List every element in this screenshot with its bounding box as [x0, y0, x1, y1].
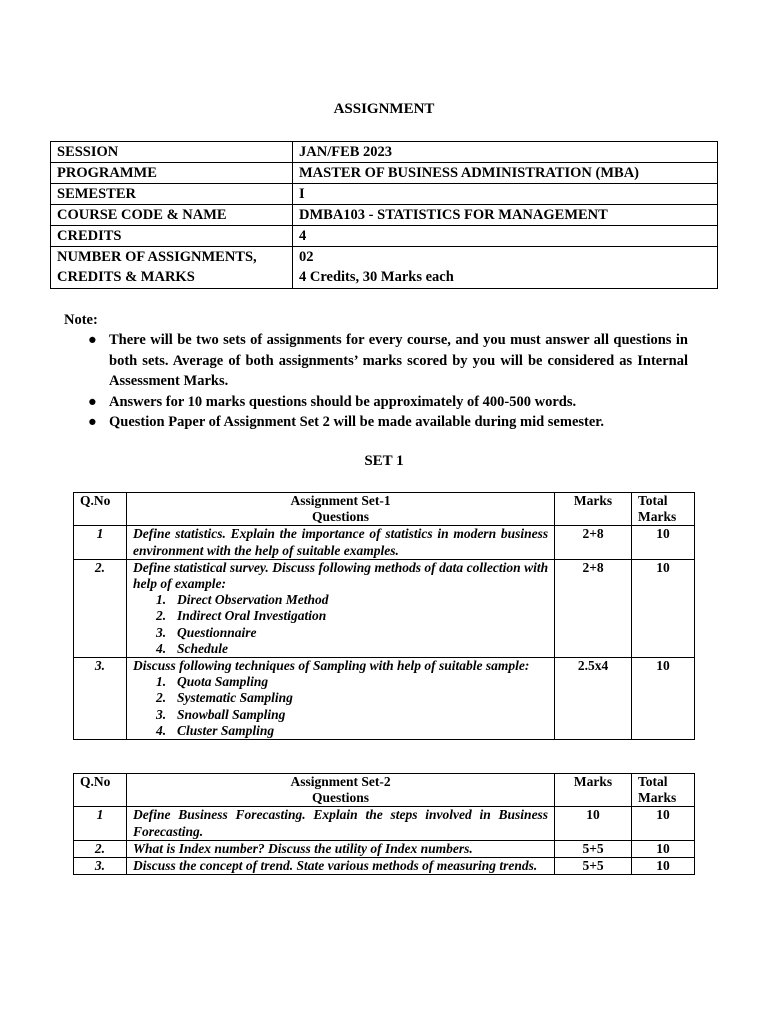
note-item [88, 412, 688, 433]
info-value: MASTER OF BUSINESS ADMINISTRATION (MBA) [293, 163, 718, 184]
total-label: Total [638, 493, 668, 508]
question-marks: 5+5 [555, 858, 632, 875]
question-text: Define statistics. Explain the importance of statistics in modern business environment with the help of suitable examples. [126, 526, 554, 559]
info-key-line: CREDITS & MARKS [57, 269, 195, 285]
question-total: 10 [632, 858, 695, 875]
total-marks-header [632, 774, 695, 807]
table-row [74, 858, 695, 875]
info-value: JAN/FEB 2023 [293, 142, 718, 163]
question-total: 10 [632, 658, 695, 740]
question-marks: 2+8 [555, 559, 632, 657]
info-key: COURSE CODE & NAME [51, 205, 293, 226]
marks-header: Marks [555, 774, 632, 807]
info-value-line: 4 Credits, 30 Marks each [299, 269, 454, 285]
question-number: 3. [74, 858, 127, 875]
set-heading: SET 1 [364, 453, 404, 469]
table-row [74, 658, 695, 740]
question-text: Define statistical survey. Discuss following methods of data collection with help of example: [132, 559, 549, 592]
table-header-row [74, 493, 695, 526]
question-total: 10 [632, 526, 695, 559]
info-row [51, 226, 718, 247]
bullet-icon: ● [88, 332, 97, 348]
info-row [51, 184, 718, 205]
question-text: Discuss following techniques of Sampling with help of suitable sample: [132, 658, 530, 674]
info-key: CREDITS [51, 226, 293, 247]
info-key: PROGRAMME [51, 163, 293, 184]
bullet-icon: ● [88, 393, 97, 410]
info-key [51, 247, 293, 289]
question-marks: 2.5x4 [555, 658, 632, 740]
list-item: 3. Snowball Sampling [155, 706, 286, 722]
marks-label: Marks [638, 790, 677, 806]
info-key-line: NUMBER OF ASSIGNMENTS, [57, 249, 257, 265]
set-title: Assignment Set-2 [290, 774, 391, 789]
info-key: SEMESTER [51, 184, 293, 205]
info-table [50, 141, 718, 289]
info-key: SESSION [51, 142, 293, 163]
info-row [51, 163, 718, 184]
qno-header: Q.No [74, 774, 127, 807]
list-item: 4. Cluster Sampling [155, 722, 275, 738]
question-text: Define Business Forecasting. Explain the steps involved in Business Forecasting. [126, 807, 554, 840]
sub-item-text: Systematic Sampling [176, 690, 293, 706]
info-value: 4 [293, 226, 718, 247]
list-item: 1. Quota Sampling [155, 674, 269, 690]
questions-header [126, 493, 554, 526]
page-title: ASSIGNMENT [333, 101, 435, 117]
question-marks: 5+5 [555, 840, 632, 857]
questions-header [126, 774, 554, 807]
note-item [88, 392, 688, 413]
questions-label: Questions [312, 509, 370, 525]
question-total: 10 [632, 807, 695, 840]
info-row [51, 247, 718, 289]
sub-item-text: Quota Sampling [176, 674, 269, 690]
sub-item-text: Indirect Oral Investigation [176, 608, 327, 624]
question-marks: 2+8 [555, 526, 632, 559]
table-row [74, 559, 695, 657]
note-text: Answers for 10 marks questions should be approximately of 400-500 words. [109, 393, 577, 410]
question-cell [126, 559, 554, 657]
table-header-row [74, 774, 695, 807]
note-label: Note: [64, 312, 98, 328]
info-row [51, 205, 718, 226]
assignment-set1-table [73, 492, 695, 740]
info-value [293, 247, 718, 289]
question-number: 1 [74, 807, 127, 840]
question-marks: 10 [555, 807, 632, 840]
list-item: 3. Questionnaire [155, 624, 257, 640]
sub-item-text: Cluster Sampling [176, 722, 275, 738]
table-row [74, 807, 695, 840]
table-row [74, 526, 695, 559]
marks-header: Marks [555, 493, 632, 526]
table-row [74, 840, 695, 857]
notes-list [88, 330, 688, 433]
question-cell [126, 658, 554, 740]
questions-label: Questions [312, 790, 370, 806]
list-item: 2. Indirect Oral Investigation [155, 608, 327, 624]
list-item: 4. Schedule [155, 640, 228, 656]
question-text: Discuss the concept of trend. State various methods of measuring trends. [126, 858, 554, 875]
qno-header: Q.No [74, 493, 127, 526]
question-number: 1 [74, 526, 127, 559]
question-total: 10 [632, 559, 695, 657]
question-number: 3. [74, 658, 127, 740]
note-text: There will be two sets of assignments for every course, and you must answer all questions in both sets. Average of both assignments’ marks scored by you will be considered as Internal Assessment Marks. [109, 332, 688, 389]
question-number: 2. [74, 840, 127, 857]
info-value-line: 02 [299, 249, 314, 265]
question-text: What is Index number? Discuss the utility of Index numbers. [126, 840, 554, 857]
assignment-set2-table [73, 773, 695, 875]
sub-item-text: Schedule [176, 640, 228, 656]
sub-list [133, 674, 548, 739]
list-item: 1. Direct Observation Method [155, 592, 329, 608]
question-number: 2. [74, 559, 127, 657]
question-total: 10 [632, 840, 695, 857]
sub-item-text: Questionnaire [176, 624, 257, 640]
total-marks-header [632, 493, 695, 526]
sub-item-text: Snowball Sampling [176, 706, 286, 722]
marks-label: Marks [638, 509, 677, 525]
list-item: 2. Systematic Sampling [155, 690, 293, 706]
sub-list [133, 592, 548, 657]
bullet-icon: ● [88, 414, 97, 430]
note-text: Question Paper of Assignment Set 2 will be made available during mid semester. [109, 414, 605, 430]
info-value: DMBA103 - STATISTICS FOR MANAGEMENT [293, 205, 718, 226]
info-row [51, 142, 718, 163]
total-label: Total [638, 774, 668, 789]
note-item [88, 330, 688, 392]
info-value: I [293, 184, 718, 205]
sub-item-text: Direct Observation Method [176, 592, 329, 608]
set-title: Assignment Set-1 [290, 493, 391, 508]
